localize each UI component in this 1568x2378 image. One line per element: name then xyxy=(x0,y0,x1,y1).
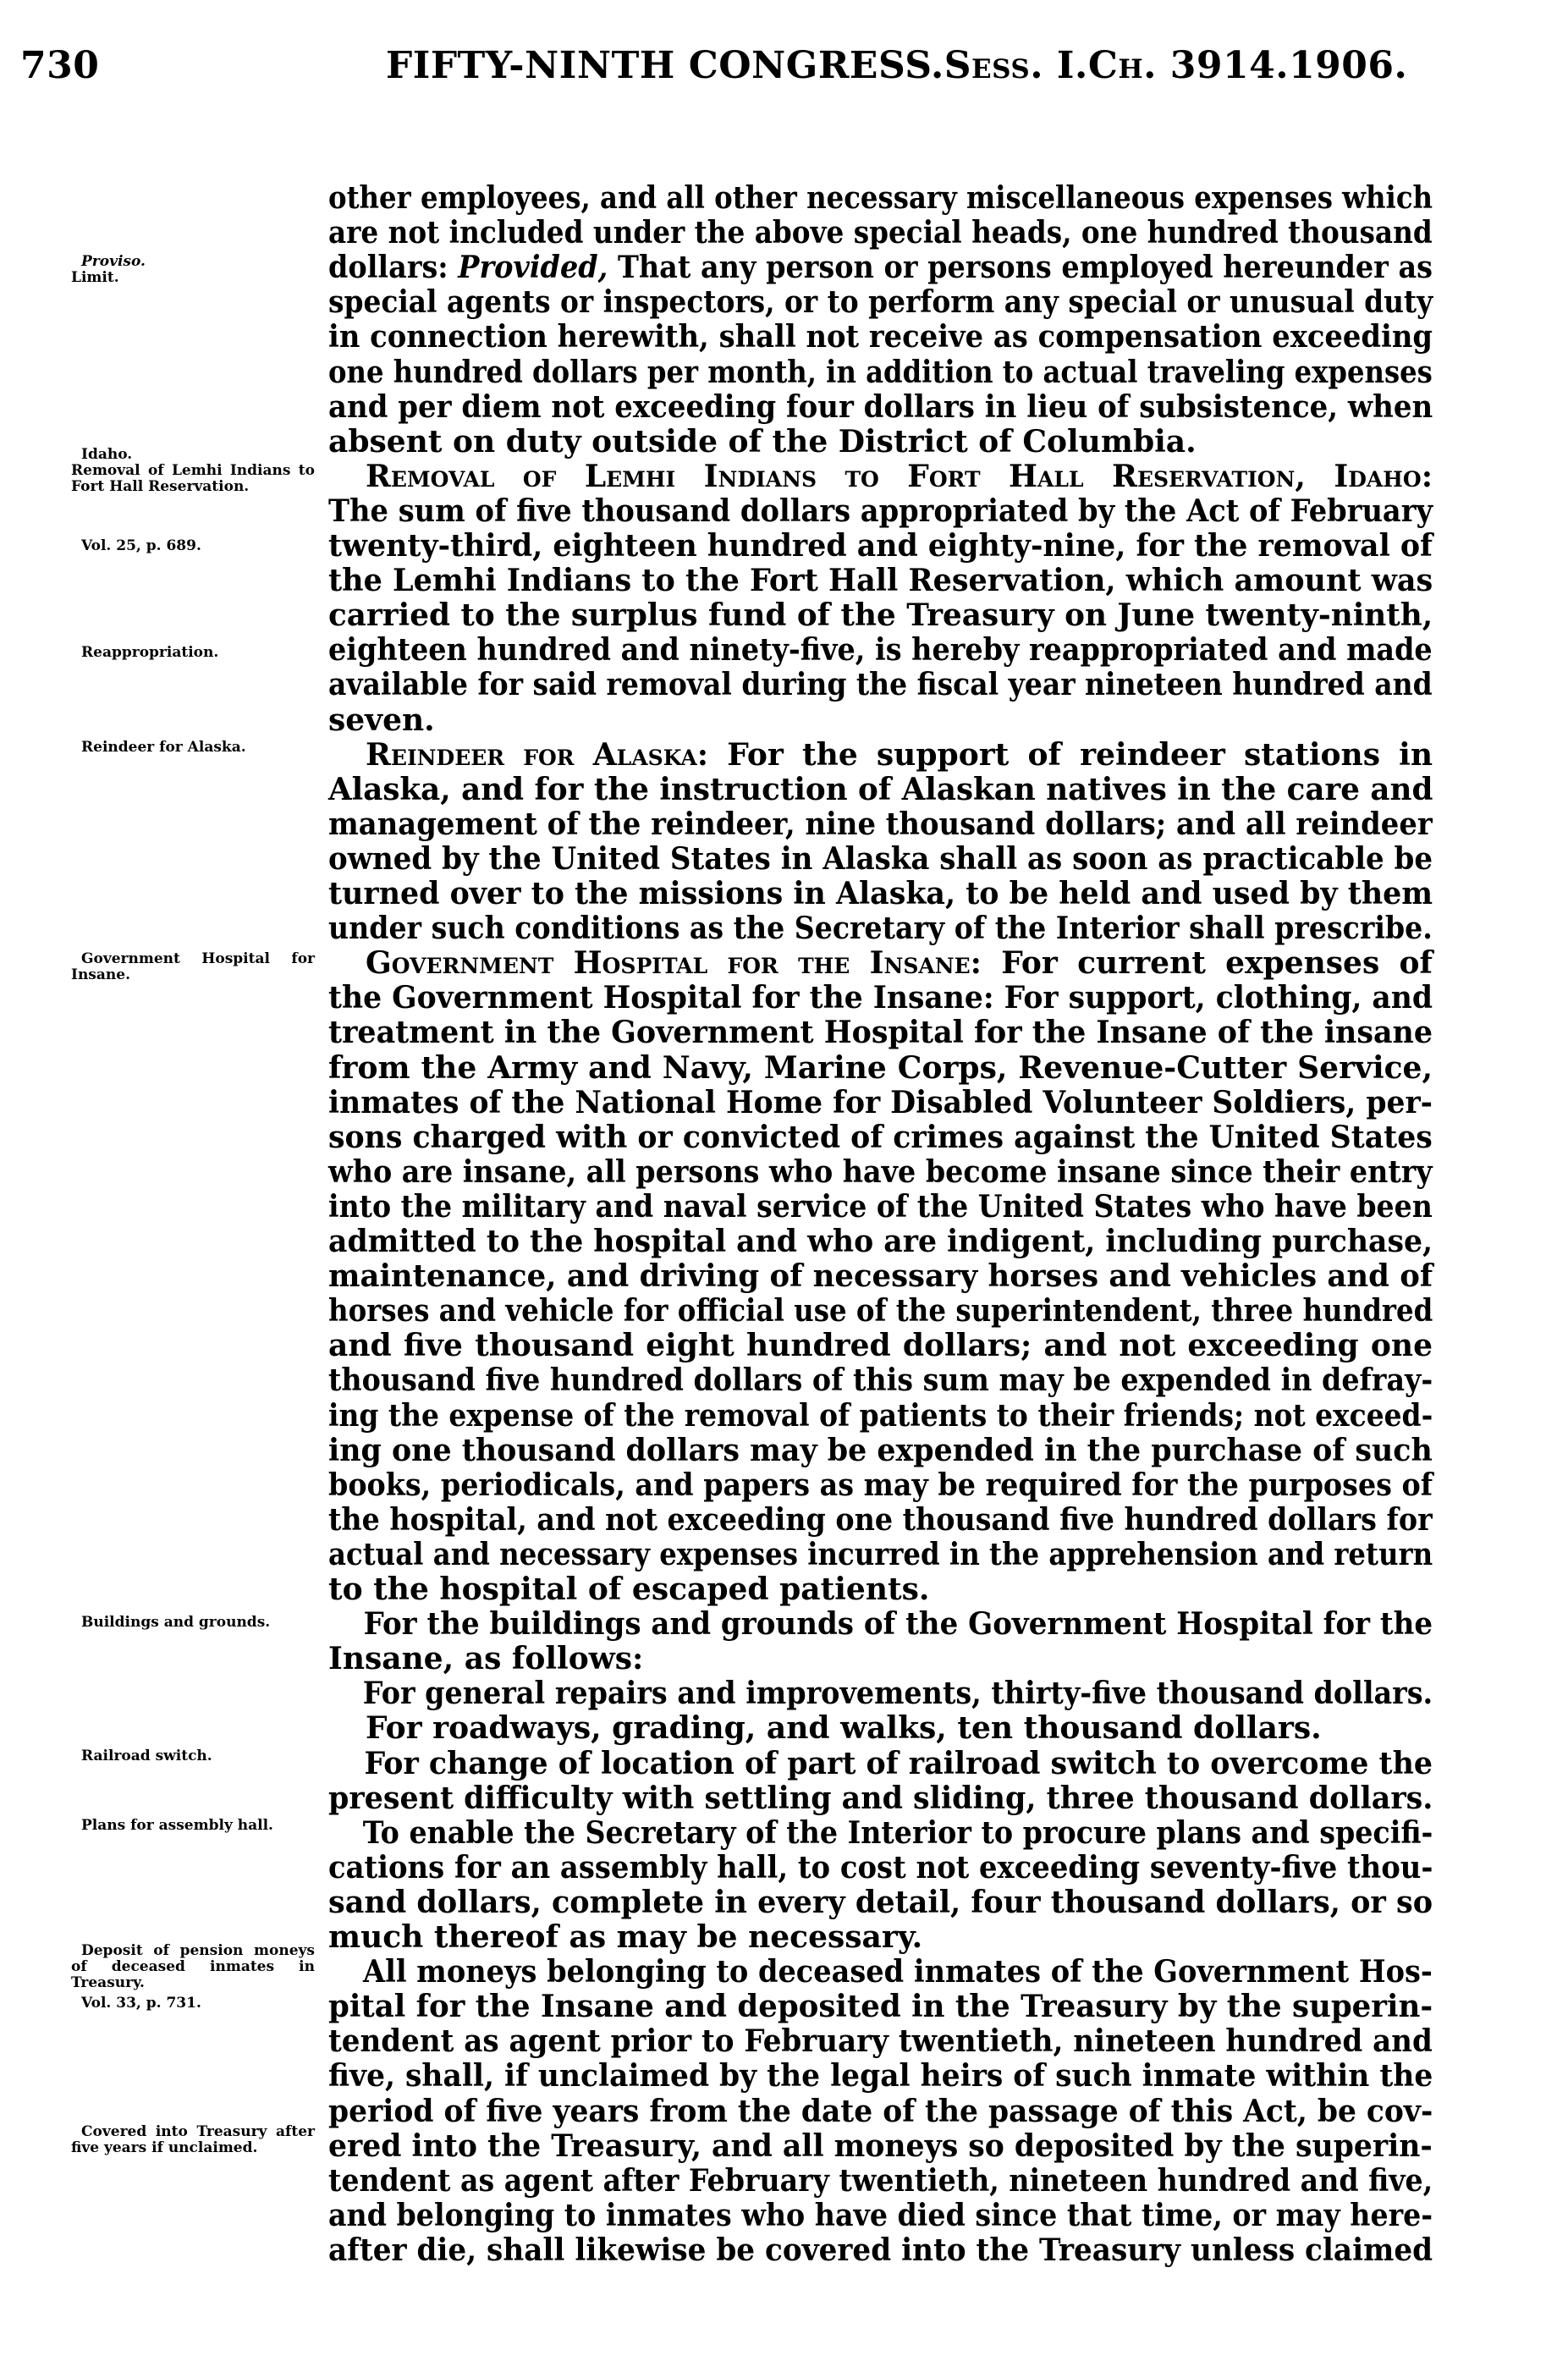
text-line xyxy=(328,1329,1433,1363)
text-run: other employees, and all other necessary miscellaneous expenses which xyxy=(328,180,1433,216)
text-line xyxy=(328,2058,1433,2095)
session: Sess. I. xyxy=(944,44,1088,87)
text-line xyxy=(328,250,1433,286)
text-run: For general repairs and improvements, thirty-five thousand dollars. xyxy=(362,1676,1433,1712)
text-run: ered into the Treasury, and all moneys so deposited by the superin- xyxy=(328,2128,1433,2164)
text-line xyxy=(328,1920,1433,1955)
text-run: Insane, as follows: xyxy=(328,1641,644,1677)
text-run: in connection herewith, shall not receive as compensation exceeding xyxy=(328,319,1433,355)
text-run: period of five years from the date of the passage of this Act, be cov- xyxy=(328,2093,1433,2129)
text-line xyxy=(328,528,1433,564)
text-run: thousand five hundred dollars of this sum may be expended in defray- xyxy=(328,1362,1433,1399)
text-run: seven. xyxy=(328,702,435,738)
section-heading: Removal of Lemhi Indians to Fort Hall Reservation, Idaho: xyxy=(366,458,1433,494)
text-run: are not included under the above special heads, one hundred thousand xyxy=(328,215,1433,251)
text-line xyxy=(328,667,1433,703)
text-line xyxy=(328,597,1433,634)
text-run: To enable the Secretary of the Interior to procure plans and specifi- xyxy=(362,1814,1433,1851)
text-run: and per diem not exceeding four dollars in lieu of subsistence, when xyxy=(328,388,1433,425)
text-run: Vol. 33, p. 731. xyxy=(81,1995,201,2012)
text-line xyxy=(328,1362,1433,1399)
margin-note xyxy=(71,538,315,554)
text-line xyxy=(328,946,1433,981)
text-line xyxy=(328,1989,1433,2025)
margin-note-line xyxy=(71,951,315,983)
text-line xyxy=(328,1501,1433,1538)
text-line xyxy=(328,1258,1433,1295)
margin-note xyxy=(71,1748,315,1764)
text-run: carried to the surplus fund of the Treasury on June twenty-ninth, xyxy=(328,597,1433,634)
margin-note xyxy=(71,951,315,983)
margin-note xyxy=(71,645,315,661)
text-run: to the hospital of escaped patients. xyxy=(328,1572,930,1607)
text-run: Vol. 25, p. 689. xyxy=(81,537,201,554)
text-run: who are insane, all persons who have become insane since their entry xyxy=(328,1153,1433,1190)
text-run: Plans for assembly hall. xyxy=(81,1817,273,1834)
text-run: admitted to the hospital and who are indigent, including purchase, xyxy=(328,1224,1433,1259)
text-run: books, periodicals, and papers as may be required for the purposes of xyxy=(328,1467,1433,1503)
text-line xyxy=(328,1188,1433,1225)
text-run: the Lemhi Indians to the Fort Hall Reservation, which amount was xyxy=(328,563,1433,599)
text-line xyxy=(328,284,1433,321)
text-run: special agents or inspectors, or to perform any special or unusual duty xyxy=(328,284,1433,321)
text-run: the hospital, and not exceeding one thousand five hundred dollars for xyxy=(328,1501,1433,1538)
text-run: eighteen hundred and ninety-five, is hereby reappropriated and made xyxy=(328,632,1433,669)
margin-note-line xyxy=(71,645,315,661)
text-line xyxy=(328,771,1433,807)
text-run: Reappropriation. xyxy=(81,644,219,661)
text-run: horses and vehicle for official use of the superintendent, three hundred xyxy=(328,1293,1433,1329)
text-line xyxy=(328,1467,1433,1503)
text-run: tendent as agent prior to February twentieth, nineteen hundred and xyxy=(328,2023,1433,2060)
text-line xyxy=(328,319,1433,355)
text-line xyxy=(328,1606,1433,1643)
text-line xyxy=(328,1536,1433,1572)
text-run: Reindeer for Alaska. xyxy=(81,739,246,756)
margin-note xyxy=(71,2124,315,2156)
text-line xyxy=(328,1051,1433,1086)
text-line xyxy=(328,2023,1433,2060)
text-line xyxy=(328,388,1433,425)
text-line xyxy=(328,2232,1433,2268)
text-run: Limit. xyxy=(71,269,119,286)
margin-note-line xyxy=(71,1615,315,1631)
text-line xyxy=(328,425,1433,460)
text-run: much thereof as may be necessary. xyxy=(328,1919,923,1955)
text-run: absent on duty outside of the District of Columbia. xyxy=(328,423,1197,460)
text-run: cations for an assembly hall, to cost not exceeding seventy-five thou- xyxy=(328,1849,1433,1885)
text-run: ing one thousand dollars may be expended in the purchase of such xyxy=(328,1432,1433,1468)
margin-note xyxy=(71,254,315,286)
text-line xyxy=(328,1153,1433,1190)
text-line xyxy=(328,1642,1433,1676)
text-run: Government Hospital for Insane. xyxy=(71,950,315,983)
running-head xyxy=(386,44,1408,87)
text-run: into the military and naval service of the United States who have been xyxy=(328,1188,1433,1225)
text-line xyxy=(328,1745,1433,1781)
margin-note xyxy=(71,1818,315,1834)
text-run: the Government Hospital for the Insane: For support, clothing, and xyxy=(328,980,1433,1016)
text-line xyxy=(328,1015,1433,1051)
text-line xyxy=(328,1432,1433,1468)
chapter: Ch. 3914. xyxy=(1087,44,1290,87)
margin-note-line xyxy=(71,1818,315,1834)
text-run: All moneys belonging to deceased inmates of the Government Hos- xyxy=(363,1954,1433,1990)
text-run: ing the expense of the removal of patients to their friends; not exceed- xyxy=(328,1397,1433,1434)
text-run: after die, shall likewise be covered into the Treasury unless claimed xyxy=(328,2232,1433,2268)
text-line xyxy=(328,2162,1433,2199)
text-run: pital for the Insane and deposited in the Treasury by the superin- xyxy=(328,1989,1433,2025)
text-line xyxy=(328,703,1433,738)
text-run: For roadways, grading, and walks, ten thousand dollars. xyxy=(366,1710,1322,1747)
text-run: sand dollars, complete in every detail, four thousand dollars, or so xyxy=(328,1884,1433,1920)
text-line xyxy=(328,180,1433,216)
year: 1906. xyxy=(1289,44,1408,87)
text-line xyxy=(328,1293,1433,1329)
text-run: inmates of the National Home for Disabled Volunteer Soldiers, per- xyxy=(328,1084,1433,1120)
text-line xyxy=(328,840,1433,877)
text-line xyxy=(328,1572,1433,1607)
margin-note-line xyxy=(71,463,315,495)
text-run: present difficulty with settling and sliding, three thousand dollars. xyxy=(328,1780,1433,1816)
margin-note xyxy=(71,1615,315,1631)
margin-note-line xyxy=(71,254,315,270)
text-line xyxy=(328,1780,1433,1816)
text-run: maintenance, and driving of necessary horses and vehicles and of xyxy=(328,1258,1433,1295)
text-run: twenty-third, eighteen hundred and eighty-nine, for the removal of xyxy=(328,528,1433,564)
text-line xyxy=(328,1676,1433,1712)
text-run: owned by the United States in Alaska shall as soon as practicable be xyxy=(328,840,1433,877)
text-line xyxy=(328,1397,1433,1434)
text-run: under such conditions as the Secretary of the Interior shall prescribe. xyxy=(328,911,1433,947)
text-run: Alaska, and for the instruction of Alaskan natives in the care and xyxy=(328,771,1433,807)
text-run: turned over to the missions in Alaska, to be held and used by them xyxy=(328,876,1433,911)
text-line xyxy=(328,911,1433,947)
text-run: and five thousand eight hundred dollars; and not exceeding one xyxy=(328,1328,1433,1364)
text-line xyxy=(328,1884,1433,1920)
margin-note-line xyxy=(71,2124,315,2156)
margin-note-line xyxy=(71,740,315,756)
margin-note xyxy=(71,447,315,495)
text-run: Covered into Treasury after five years if unclaimed. xyxy=(71,2123,315,2156)
text-run: from the Army and Navy, Marine Corps, Revenue-Cutter Service, xyxy=(328,1049,1433,1086)
text-line xyxy=(328,980,1433,1016)
text-run: For change of location of part of railroad switch to overcome the xyxy=(364,1745,1433,1781)
text-run: Buildings and grounds. xyxy=(81,1614,271,1631)
text-run: tendent as agent after February twentieth, nineteen hundred and five, xyxy=(328,2162,1433,2199)
text-run: and belonging to inmates who have died since that time, or may here- xyxy=(328,2197,1433,2233)
text-line xyxy=(328,1224,1433,1259)
text-run: five, shall, if unclaimed by the legal heirs of such inmate within the xyxy=(328,2058,1433,2095)
text-line xyxy=(328,876,1433,911)
text-line xyxy=(328,354,1433,390)
page-number: 730 xyxy=(20,44,100,87)
text-line xyxy=(328,215,1433,251)
margin-note-line xyxy=(71,1748,315,1764)
text-run: Deposit of pension moneys of deceased inmates in Treasury. xyxy=(71,1942,315,1991)
congress: FIFTY-NINTH CONGRESS. xyxy=(386,44,944,87)
margin-note-line xyxy=(71,1943,315,1991)
text-line xyxy=(328,806,1433,842)
text-line xyxy=(328,563,1433,599)
text-run: Railroad switch. xyxy=(81,1748,212,1764)
text-line xyxy=(328,1711,1433,1746)
italic-text: Proviso. xyxy=(81,253,146,270)
text-run: The sum of five thousand dollars appropriated by the Act of February xyxy=(328,493,1433,529)
text-run: That any person or persons employed hereunder as xyxy=(608,250,1433,286)
text-line xyxy=(328,460,1433,494)
text-run: dollars: xyxy=(328,250,459,286)
text-line xyxy=(328,1084,1433,1120)
margin-note xyxy=(71,1943,315,1991)
text-run: Idaho. xyxy=(81,446,133,463)
margin-note-line xyxy=(71,1995,315,2012)
text-run: one hundred dollars per month, in addition to actual traveling expenses xyxy=(328,354,1433,390)
text-line xyxy=(328,2093,1433,2129)
text-line xyxy=(328,738,1433,773)
text-run: Removal of Lemhi Indians to Fort Hall Reservation. xyxy=(71,462,315,495)
text-run: For the buildings and grounds of the Government Hospital for the xyxy=(363,1606,1433,1643)
text-run: available for said removal during the fiscal year nineteen hundred and xyxy=(328,667,1433,703)
text-run: For the support of reindeer stations in xyxy=(708,736,1433,773)
text-line xyxy=(328,2128,1433,2164)
margin-note-line xyxy=(71,538,315,554)
text-run: For current expenses of xyxy=(981,945,1433,982)
text-line xyxy=(328,1954,1433,1990)
text-line xyxy=(328,2197,1433,2233)
text-run: treatment in the Government Hospital for the Insane of the insane xyxy=(328,1015,1433,1051)
text-line xyxy=(328,1814,1433,1851)
section-heading: Reindeer for Alaska: xyxy=(366,736,709,773)
margin-note xyxy=(71,1995,315,2012)
margin-note-line xyxy=(71,270,315,286)
text-line xyxy=(328,632,1433,669)
text-line xyxy=(328,493,1433,529)
text-line xyxy=(328,1119,1433,1155)
text-run: management of the reindeer, nine thousand dollars; and all reindeer xyxy=(328,806,1433,842)
margin-note-line xyxy=(71,447,315,463)
text-run: sons charged with or convicted of crimes against the United States xyxy=(328,1119,1433,1155)
italic-text: Provided, xyxy=(458,250,608,286)
margin-note xyxy=(71,740,315,756)
text-line xyxy=(328,1849,1433,1885)
text-run: actual and necessary expenses incurred in the apprehension and return xyxy=(328,1536,1433,1572)
section-heading: Government Hospital for the Insane: xyxy=(366,945,982,982)
